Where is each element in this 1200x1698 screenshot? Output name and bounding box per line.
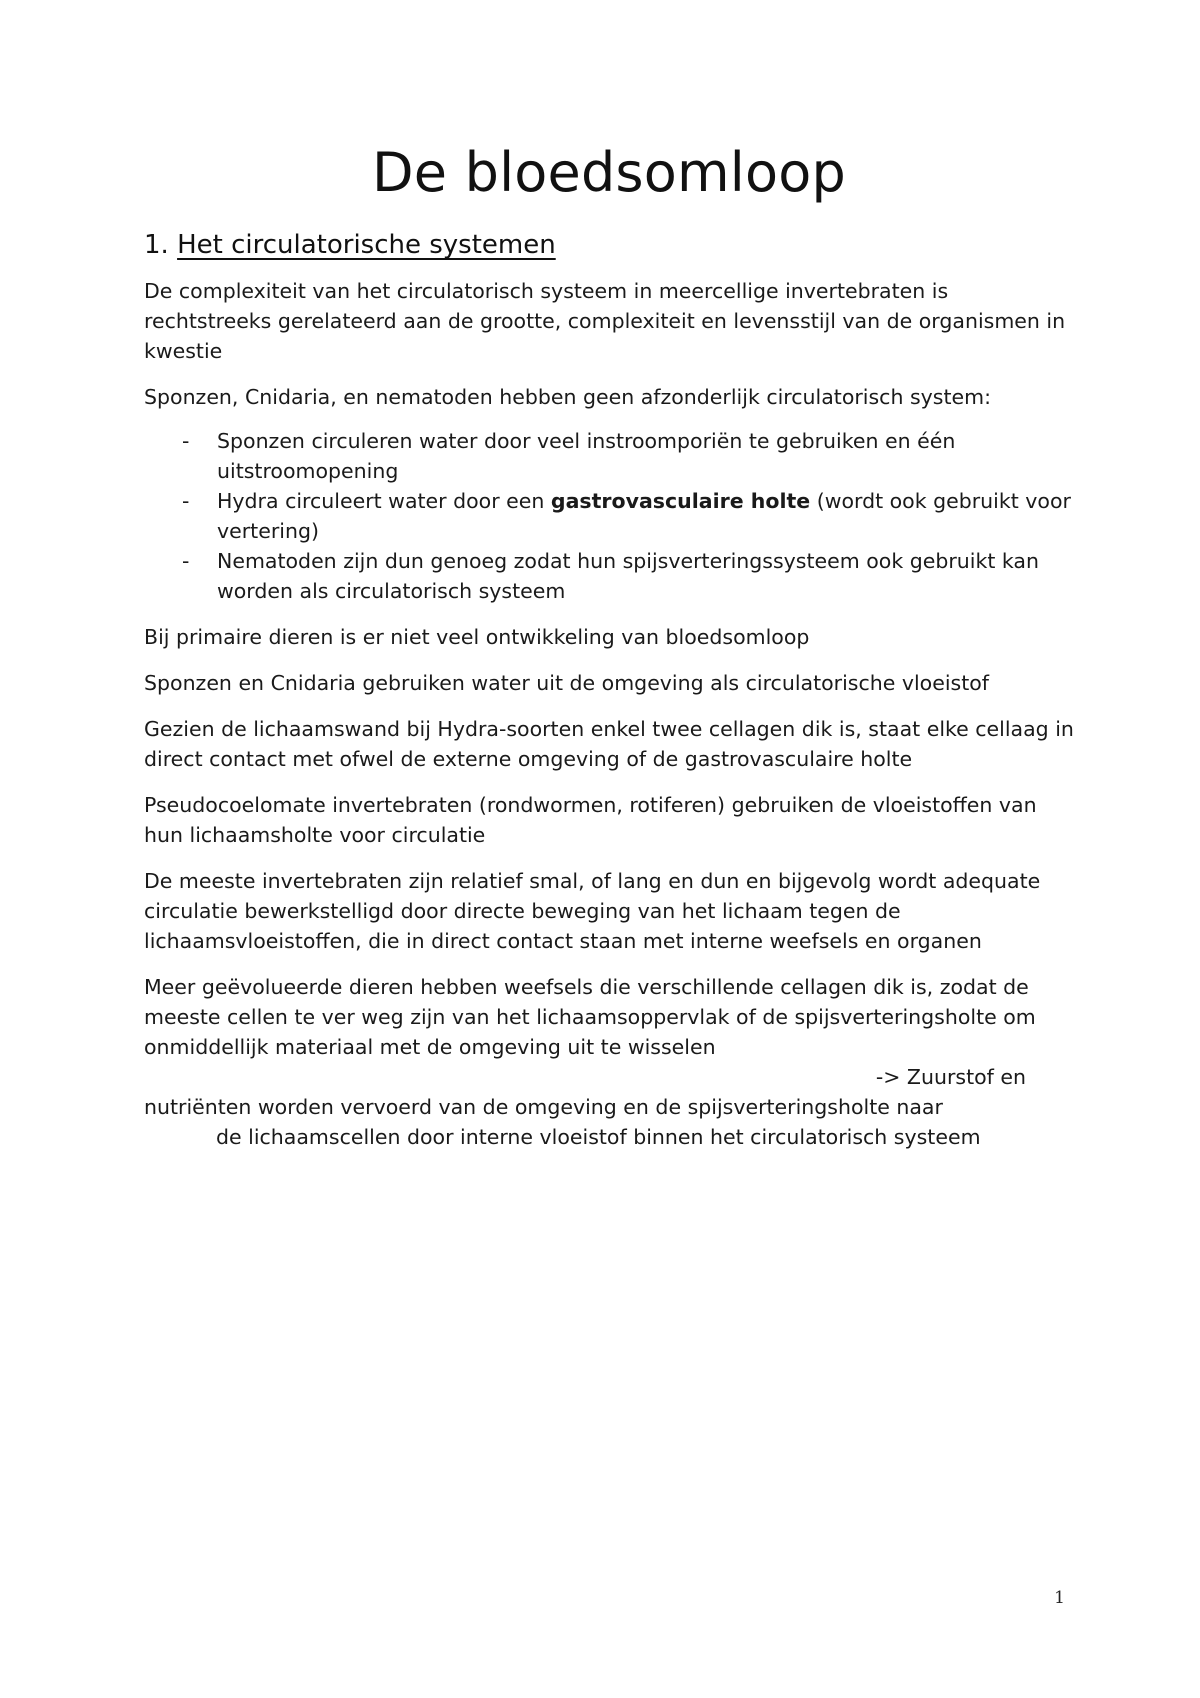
paragraph-sponzen-cnidaria: Sponzen, Cnidaria, en nematoden hebben geen afzonderlijk circulatorisch system: <box>144 385 991 409</box>
dash-marker: - <box>182 549 190 573</box>
page-number: 1 <box>1054 1588 1065 1608</box>
arrow-note: -> Zuurstof en <box>875 1065 1026 1089</box>
section-number: 1. <box>144 230 169 260</box>
bullet-list <box>144 426 1074 606</box>
paragraph-water-omgeving: Sponzen en Cnidaria gebruiken water uit de omgeving als circulatorische vloeistof <box>144 671 990 695</box>
paragraph-pseudocoelomate: Pseudocoelomate invertebraten (rondwormen, rotiferen) gebruiken de vloeistoffen van hun lichaamsholte voor circulatie <box>144 793 1037 847</box>
bold-term: gastrovasculaire holte <box>550 489 811 513</box>
list-item <box>144 546 1074 606</box>
list-item-text-before: Hydra circuleert water door een <box>217 489 551 513</box>
list-item <box>144 486 1074 546</box>
list-item-text: Nematoden zijn dun genoeg zodat hun spijsverteringssysteem ook gebruikt kan worden als circulatorisch systeem <box>217 549 1039 603</box>
paragraph-geevolueerde-dieren <box>144 972 1074 1152</box>
paragraph-indented-line: de lichaamscellen door interne vloeistof binnen het circulatorisch systeem <box>216 1125 981 1149</box>
dash-marker: - <box>182 489 190 513</box>
paragraph-complexiteit: De complexiteit van het circulatorisch systeem in meercellige invertebraten is rechtstreeks gerelateerd aan de grootte, complexiteit en levensstijl van de organismen in kwestie <box>144 279 1066 363</box>
paragraph-primaire-dieren: Bij primaire dieren is er niet veel ontwikkeling van bloedsomloop <box>144 625 810 649</box>
page-title: De bloedsomloop <box>372 141 846 204</box>
list-item-text-after: (wordt ook gebruikt voor vertering) <box>217 489 1071 543</box>
page-content <box>144 140 1074 1152</box>
paragraph-main-text: Meer geëvolueerde dieren hebben weefsels die verschillende cellagen dik is, zodat de meeste cellen te ver weg zijn van het lichaamsoppervlak of de spijsverteringsholte om onmiddellijk materiaal met de omgeving uit te wisselen <box>144 975 1036 1059</box>
section-heading-text: Het circulatorische systemen <box>177 230 556 260</box>
section-heading <box>144 228 1074 262</box>
dash-marker: - <box>182 429 190 453</box>
list-item <box>144 426 1074 486</box>
paragraph-meeste-invertebraten: De meeste invertebraten zijn relatief smal, of lang en dun en bijgevolg wordt adequate circulatie bewerkstelligd door directe beweging van het lichaam tegen de lichaamsvloeistoffen, die in direct contact staan met interne weefsels en organen <box>144 869 1041 953</box>
list-item-text: Sponzen circuleren water door veel instroomporiën te gebruiken en één uitstroomopening <box>217 429 956 483</box>
paragraph-continuation: nutriënten worden vervoerd van de omgeving en de spijsverteringsholte naar <box>144 1095 943 1119</box>
paragraph-hydra-lichaamswand: Gezien de lichaamswand bij Hydra-soorten enkel twee cellagen dik is, staat elke cellaag in direct contact met ofwel de externe omgeving of de gastrovasculaire holte <box>144 717 1074 771</box>
